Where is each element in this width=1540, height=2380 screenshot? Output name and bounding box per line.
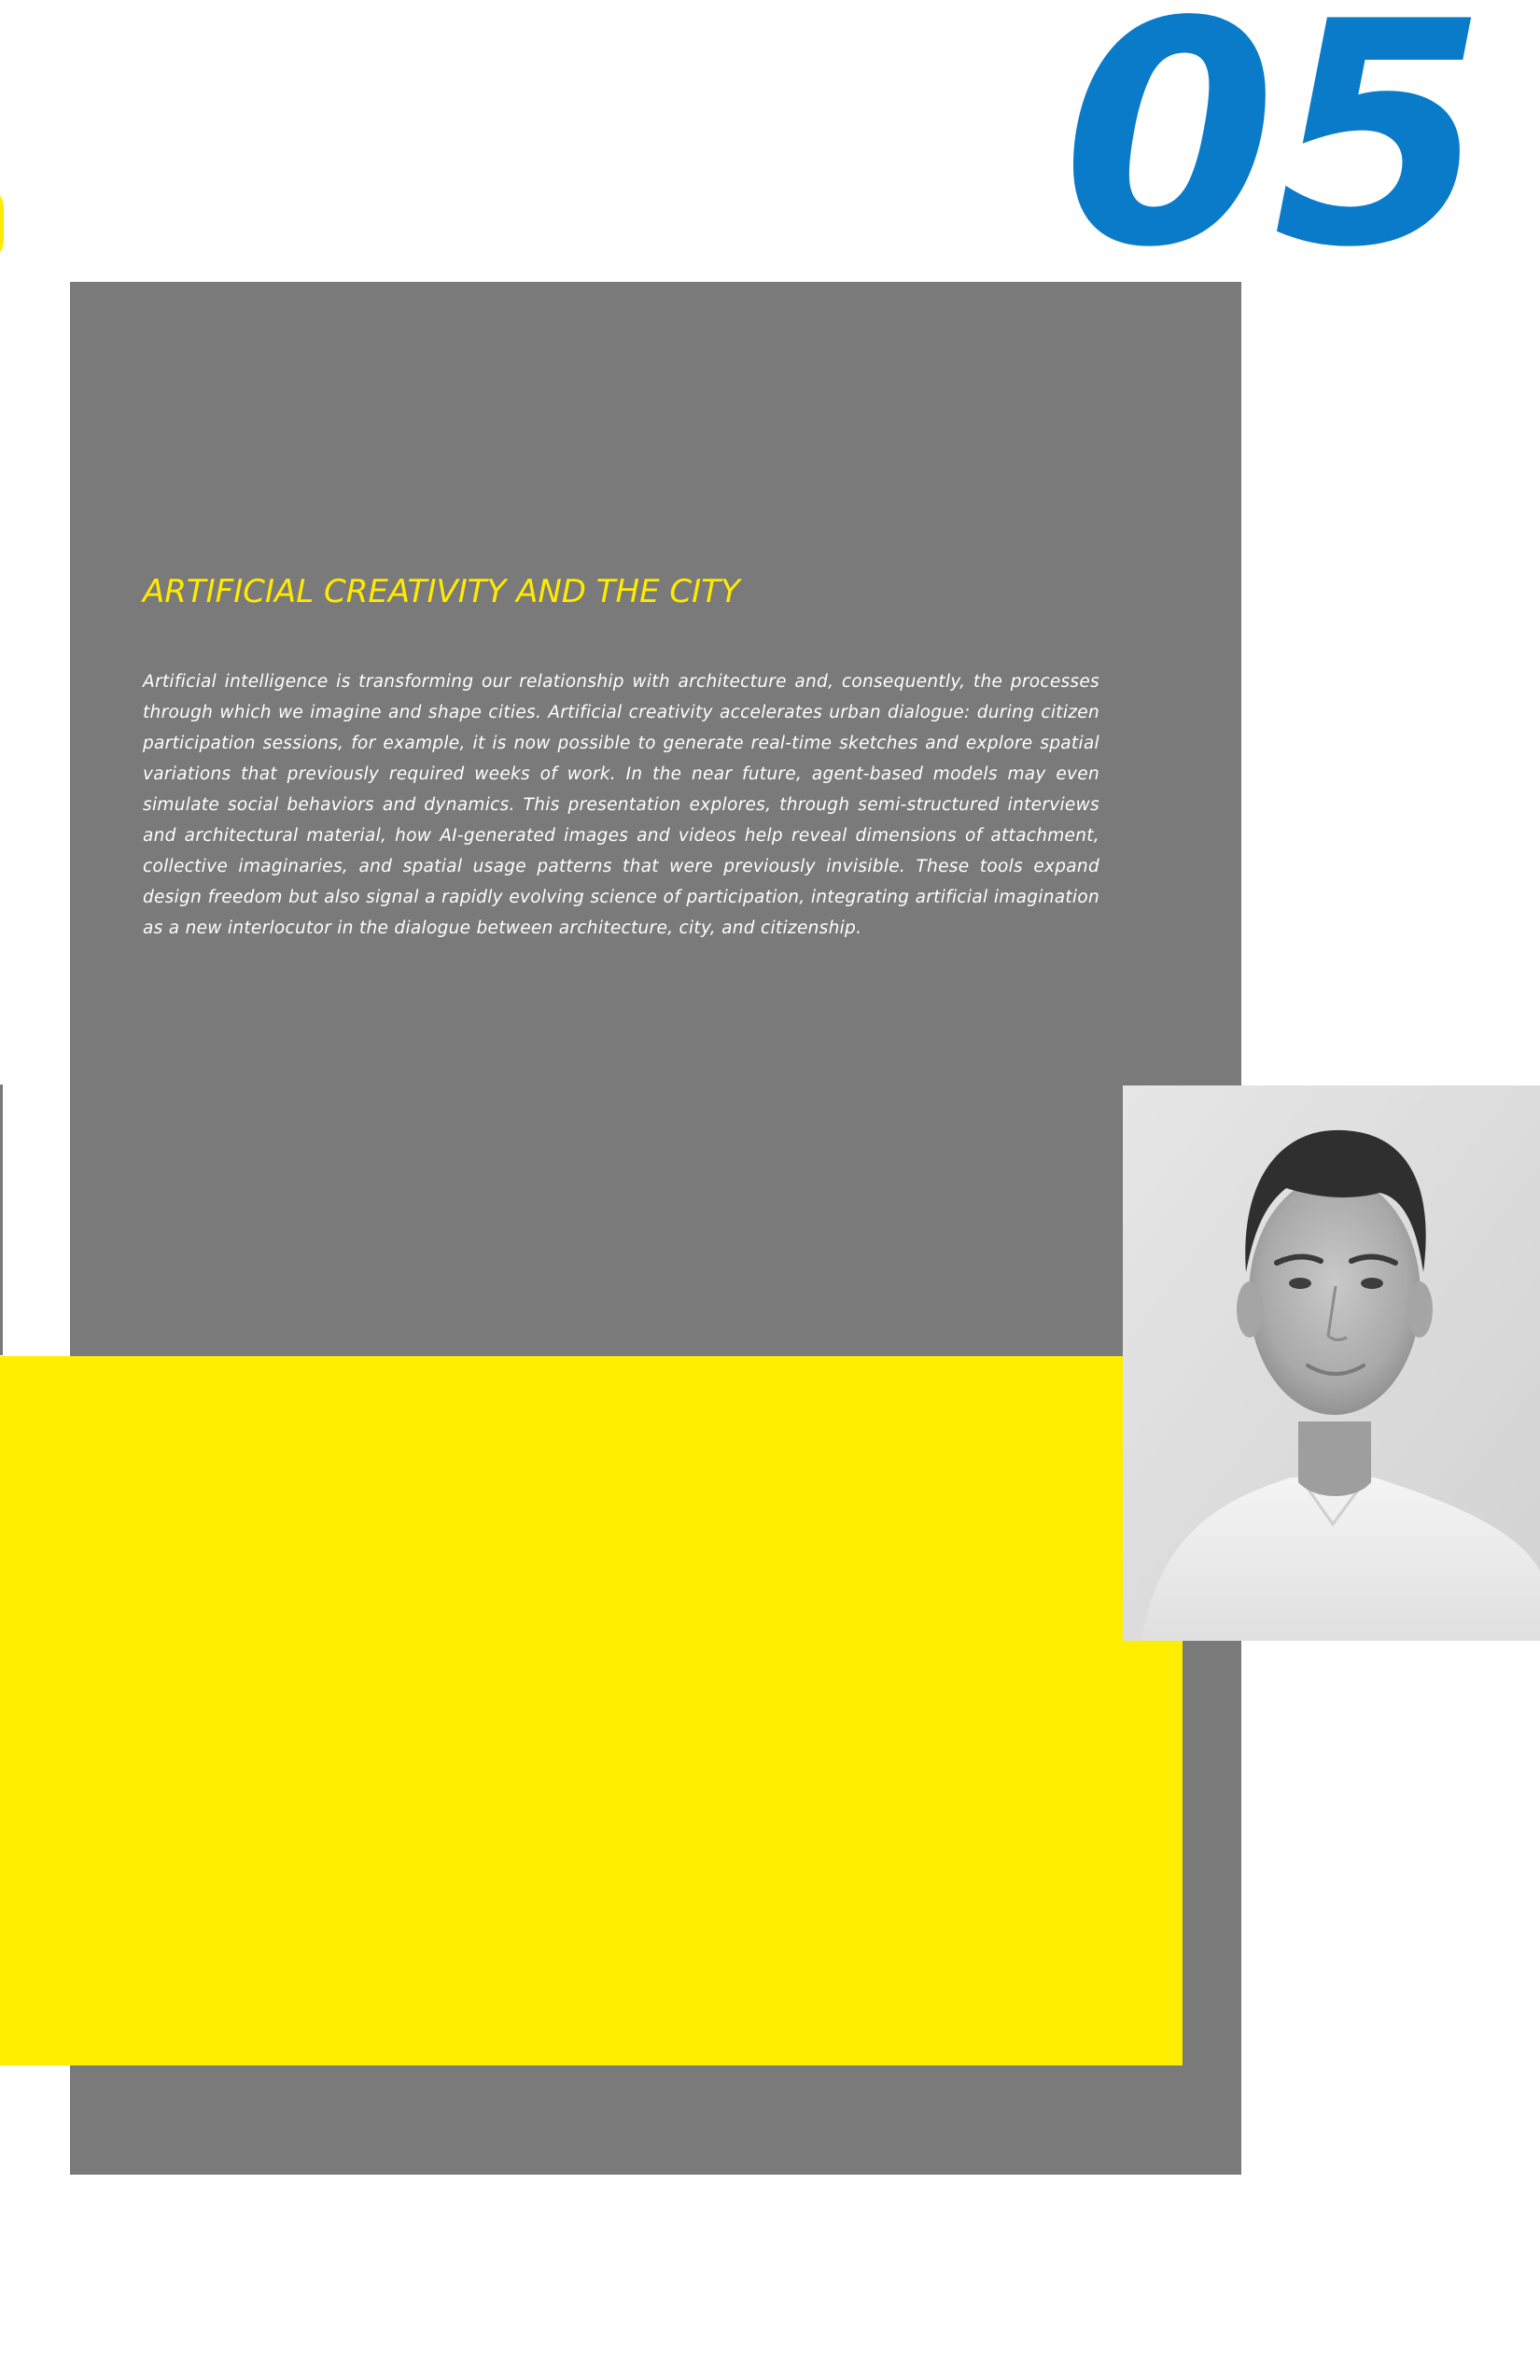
talk-title: ARTIFICIAL CREATIVITY AND THE CITY: [143, 573, 740, 610]
edge-decoration-gray: [0, 1085, 3, 1355]
edge-decoration-yellow: [0, 187, 4, 261]
talk-abstract: Artificial intelligence is transforming our relationship with architecture and, consequently, the processes through which we imagine and shape cities. Artificial creativity accelerates urban dialogue: during citizen participation sessions, for example, it is now possible to generate real-time sketches and explore spatial variations that previously required weeks of work. In the near future, agent-based models may even simulate social behaviors and dynamics. This presentation explores, through semi-structured interviews and architectural material, how AI-generated images and videos help reveal dimensions of attachment, collective imaginaries, and spatial usage patterns that were previously invisible. These tools expand design freedom but also signal a rapidly evolving science of participation, integrating artificial imagination as a new interlocutor in the dialogue between architecture, city, and citizenship.: [143, 672, 1099, 938]
page-number: 05: [1062, 0, 1484, 315]
speaker-panel: [0, 1356, 1183, 2065]
portrait-photo: [1123, 1085, 1540, 1641]
